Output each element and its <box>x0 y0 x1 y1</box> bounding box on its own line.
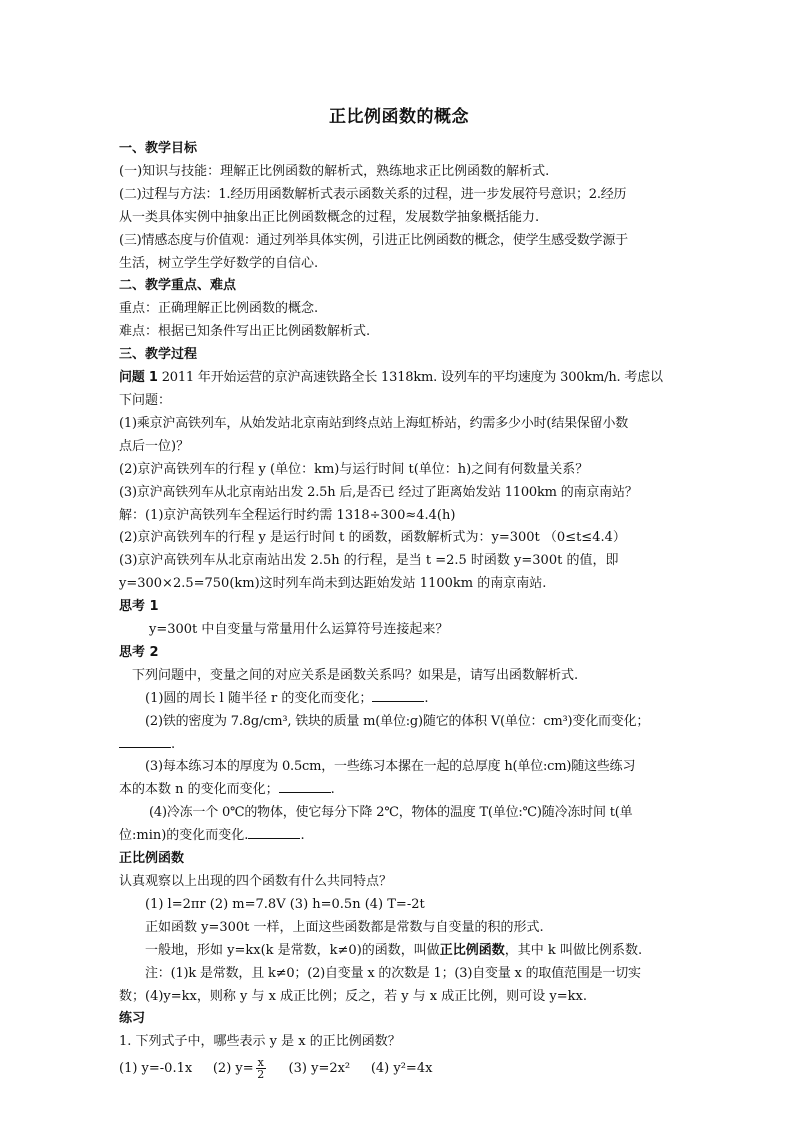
note-line: 数；(4)y=kx，则称 y 与 x 成正比例；反之，若 y 与 x 成正比例，则可设 y=kx. <box>119 988 587 1004</box>
text-line: 生活，树立学生学好数学的自信心. <box>119 255 319 271</box>
concept-question: 认真观察以上出现的四个函数有什么共同特点？ <box>119 874 393 889</box>
think2-item: (4)冷冻一个 0℃的物体，使它每分下降 2℃，物体的温度 T(单位:℃)随冷冻时间 t(单 <box>149 805 633 821</box>
section-heading-goals: 一、教学目标 <box>119 141 198 156</box>
note-line: 注：(1)k 是常数，且 k≠0；(2)自变量 x 的次数是 1；(3)自变量 x 的取值范围是一切实 <box>145 965 641 981</box>
think2-item-text: 位:min)的变化而变化. <box>119 828 249 844</box>
answer-blank <box>119 735 171 748</box>
definition-text: 一般地，形如 y=kx(k 是常数，k≠0)的函数，叫做 <box>145 942 440 958</box>
option-2-label: (2) y= <box>212 1061 254 1077</box>
answer-line: (3)京沪高铁列车从北京南站出发 2.5h 的行程，是当 t =2.5 时函数 y=300t 的值，即 <box>119 553 619 569</box>
definition-term: 正比例函数 <box>439 942 505 958</box>
document-page <box>119 104 679 1084</box>
think1-text: y=300t 中自变量与常量用什么运算符号连接起来？ <box>149 622 449 638</box>
think2-item-continued: 位:min)的变化而变化. . <box>119 828 305 844</box>
practice-options <box>119 1054 679 1084</box>
answer-blank <box>279 780 331 793</box>
function-list: (1) l=2πr (2) m=7.8V (3) h=0.5n (4) T=-2t <box>145 896 425 912</box>
section-heading-process: 三、教学过程 <box>119 347 198 363</box>
text-line: (二)过程与方法：1.经历用函数解析式表示函数关系的过程，进一步发展符号意识；2.经历 <box>119 186 627 202</box>
question-line: 点后一位)？ <box>119 438 190 454</box>
think2-item: (3)每本练习本的厚度为 0.5cm，一些练习本摞在一起的总厚度 h(单位:cm)随这些练习 <box>145 759 636 775</box>
text-line: (三)情感态度与价值观：通过列举具体实例，引进正比例函数的概念，使学生感受数学源于 <box>119 232 628 248</box>
think2-intro: 下列问题中，变量之间的对应关系是函数关系吗？如果是，请写出函数解析式. <box>132 667 579 683</box>
practice-question: 1. 下列式子中，哪些表示 y 是 x 的正比例函数？ <box>119 1034 401 1050</box>
practice-heading: 练习 <box>119 1011 146 1027</box>
problem-label: 问题 1 <box>119 370 158 386</box>
think2-item-continued: . <box>119 734 679 757</box>
fraction-numerator: x <box>257 1056 264 1070</box>
definition-text: ，其中 k 叫做比例系数. <box>504 942 643 958</box>
page-title: 正比例函数的概念 <box>329 107 469 127</box>
think2-item-text: 本的本数 n 的变化而变化； <box>119 782 279 798</box>
think2-item: (1)圆的周长 l 随半径 r 的变化而变化； . <box>145 690 429 706</box>
fraction <box>256 1057 266 1080</box>
text-line: 从一类具体实例中抽象出正比例函数概念的过程，发展数学抽象概括能力. <box>119 209 540 225</box>
think2-label: 思考 2 <box>119 644 159 660</box>
question-line: (3)京沪高铁列车从北京南站出发 2.5h 后,是否已 经过了距离始发站 1100km 的南京南站？ <box>119 484 638 500</box>
answer-blank <box>248 826 300 839</box>
text-line: 难点：根据已知条件写出正比例函数解析式. <box>119 324 371 340</box>
question-line: (2)京沪高铁列车的行程 y (单位：km)与运行时间 t(单位：h)之间有何数量关系？ <box>119 461 589 477</box>
question-line: (1)乘京沪高铁列车，从始发站北京南站到终点站上海虹桥站，约需多少小时(结果保留小数 <box>119 415 629 431</box>
answer-line: (2)京沪高铁列车的行程 y 是运行时间 t 的函数，函数解析式为：y=300t （0≤t≤4.4） <box>119 530 626 546</box>
answer-line: 解：(1)京沪高铁列车全程运行时约需 1318÷300≈4.4(h) <box>119 507 456 523</box>
think2-item: (2)铁的密度为 7.8g/cm³, 铁块的质量 m(单位:g)随它的体积 V(单位：cm³)变化而变化； <box>145 713 650 729</box>
problem-text: 2011 年开始运营的京沪高速铁路全长 1318km. 设列车的平均速度为 300km/h. 考虑以 <box>157 370 663 386</box>
option-4: (4) y²=4x <box>370 1061 433 1077</box>
text-line: 下问题： <box>119 392 172 408</box>
fraction-denominator: 2 <box>257 1068 265 1082</box>
option-3: (3) y=2x² <box>288 1061 351 1077</box>
concept-heading: 正比例函数 <box>119 851 185 867</box>
think2-item-text: (1)圆的周长 l 随半径 r 的变化而变化； <box>145 690 373 706</box>
answer-blank <box>372 689 424 702</box>
text-line: 重点：正确理解正比例函数的概念. <box>119 301 319 317</box>
concept-paragraph: 正如函数 y=300t 一样，上面这些函数都是常数与自变量的积的形式. <box>145 919 544 935</box>
problem-line <box>119 367 679 390</box>
definition-line <box>119 940 679 963</box>
option-1: (1) y=-0.1x <box>119 1061 193 1077</box>
text-line: (一)知识与技能：理解正比例函数的解析式，熟练地求正比例函数的解析式. <box>119 163 550 179</box>
think2-item-continued: 本的本数 n 的变化而变化； . <box>119 782 335 798</box>
section-heading-keypoints: 二、教学重点、难点 <box>119 278 237 294</box>
think1-label: 思考 1 <box>119 599 159 615</box>
answer-line: y=300×2.5=750(km)这时列车尚未到达距始发站 1100km 的南京南站. <box>119 576 547 592</box>
